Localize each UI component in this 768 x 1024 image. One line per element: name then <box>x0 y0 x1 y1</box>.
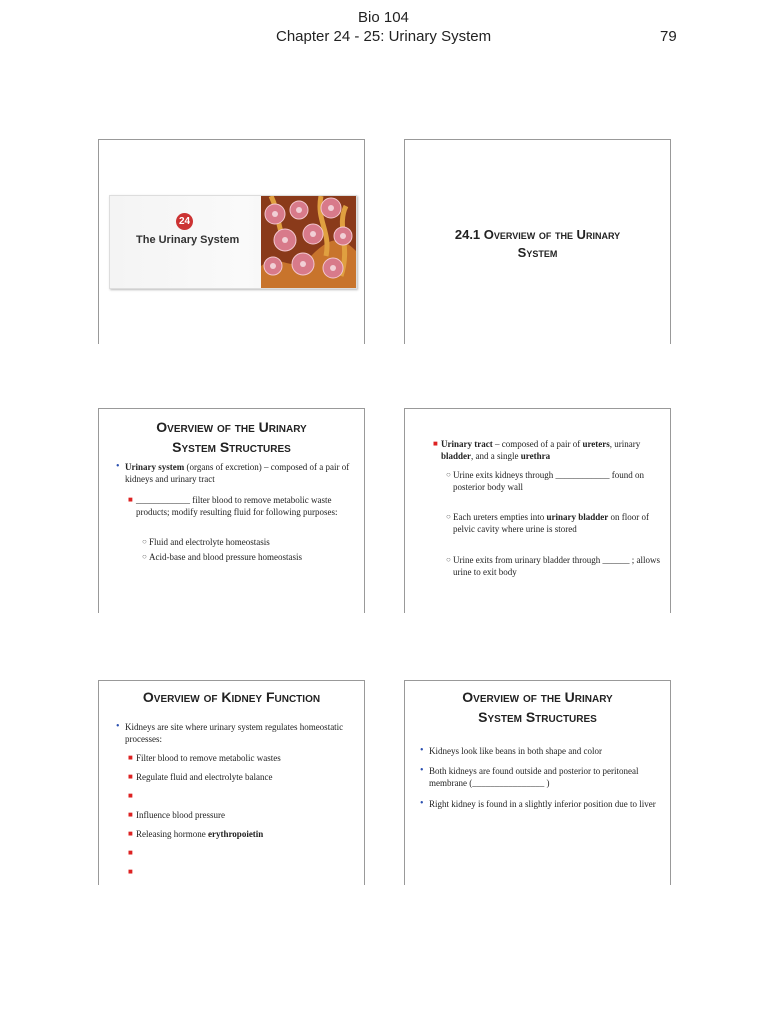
micrograph-image <box>261 196 356 288</box>
slide-section-title <box>404 139 671 344</box>
sub-bullet-item: ■ Releasing hormone erythropoietin <box>128 829 264 839</box>
section-title-line1: 24.1 Overview of the Urinary <box>454 227 621 242</box>
sub-bullet-item: ■ Filter blood to remove metabolic wastes <box>128 753 281 763</box>
slide-urinary-structures <box>98 408 365 613</box>
bullet-dot-icon: • <box>420 798 424 809</box>
slide-title-image <box>98 139 365 344</box>
slide-title <box>405 687 670 727</box>
bullet-circle-icon: ○ <box>142 552 147 561</box>
bullet-item: • Urinary system (organs of excretion) – composed of a pair of kidneys and urinary tract <box>116 461 350 484</box>
slide-kidney-function <box>98 680 365 885</box>
bullet-dot-icon: • <box>420 745 424 756</box>
sub-bullet-item: ■ Regulate fluid and electrolyte balance <box>128 772 273 782</box>
bullet-dot-icon: • <box>420 765 424 776</box>
bullet-square-icon: ■ <box>128 772 133 781</box>
slide-title: Overview of Kidney Function <box>142 689 321 705</box>
bullet-item: • Right kidney is found in a slightly inferior position due to liver <box>420 798 656 809</box>
bullet-dot-icon: • <box>116 461 120 472</box>
bullet-item: • Both kidneys are found outside and posterior to peritoneal membrane (________________ ) <box>420 765 639 788</box>
bullet-circle-icon: ○ <box>142 537 147 546</box>
bullet-square-icon: ■ <box>128 848 133 857</box>
page-number: 79 <box>660 28 677 45</box>
sub-bullet-item: ○ Each ureters empties into urinary bladder on floor of pelvic cavity where urine is stored <box>446 512 649 534</box>
section-title-line2: System <box>517 245 558 260</box>
slide-urinary-tract <box>404 408 671 613</box>
sub-sub-bullet-item: ○ Acid-base and blood pressure homeostasis <box>142 552 302 562</box>
bullet-circle-icon: ○ <box>446 470 451 479</box>
header-course: Bio 104 <box>358 9 409 26</box>
bullet-item: ■ Urinary tract – composed of a pair of ureters, urinary bladder, and a single urethra <box>433 439 641 461</box>
bullet-circle-icon: ○ <box>446 512 451 521</box>
bullet-square-icon: ■ <box>128 810 133 819</box>
slide-title-line1: Overview of the Urinary <box>462 689 613 705</box>
section-title <box>405 226 670 262</box>
sub-bullet-item: ○ Urine exits kidneys through ____________ found on posterior body wall <box>446 470 644 492</box>
slide-title-line2: System Structures <box>478 709 597 725</box>
header-chapter: Chapter 24 - 25: Urinary System <box>276 28 492 45</box>
bullet-square-icon: ■ <box>128 495 133 504</box>
bullet-square-icon: ■ <box>128 791 133 800</box>
bullet-square-icon: ■ <box>128 829 133 838</box>
bullet-square-icon: ■ <box>128 867 133 876</box>
slide-title-line1: Overview of the Urinary <box>156 419 307 435</box>
bullet-item: • Kidneys are site where urinary system regulates homeostatic processes: <box>116 721 344 744</box>
sub-bullet-item: ■ ____________ filter blood to remove metabolic waste products; modify resulting fluid for following purposes: <box>128 495 338 517</box>
bullet-dot-icon: • <box>116 721 120 732</box>
slide-urinary-structures-2 <box>404 680 671 885</box>
slide-title <box>99 417 364 457</box>
bullet-square-icon: ■ <box>433 439 438 448</box>
bullet-item: • Kidneys look like beans in both shape and color <box>420 745 602 756</box>
sub-bullet-item: ■ Influence blood pressure <box>128 810 225 820</box>
bullet-circle-icon: ○ <box>446 555 451 564</box>
bullet-square-icon: ■ <box>128 753 133 762</box>
sub-sub-bullet-item: ○ Fluid and electrolyte homeostasis <box>142 537 270 547</box>
sub-bullet-item: ○ Urine exits from urinary bladder through ______ ; allows urine to exit body <box>446 555 660 577</box>
slide-title-line2: System Structures <box>172 439 291 455</box>
chapter-name: The Urinary System <box>136 234 240 246</box>
chapter-title-banner <box>109 195 357 289</box>
chapter-number-badge: 24 <box>176 213 193 230</box>
